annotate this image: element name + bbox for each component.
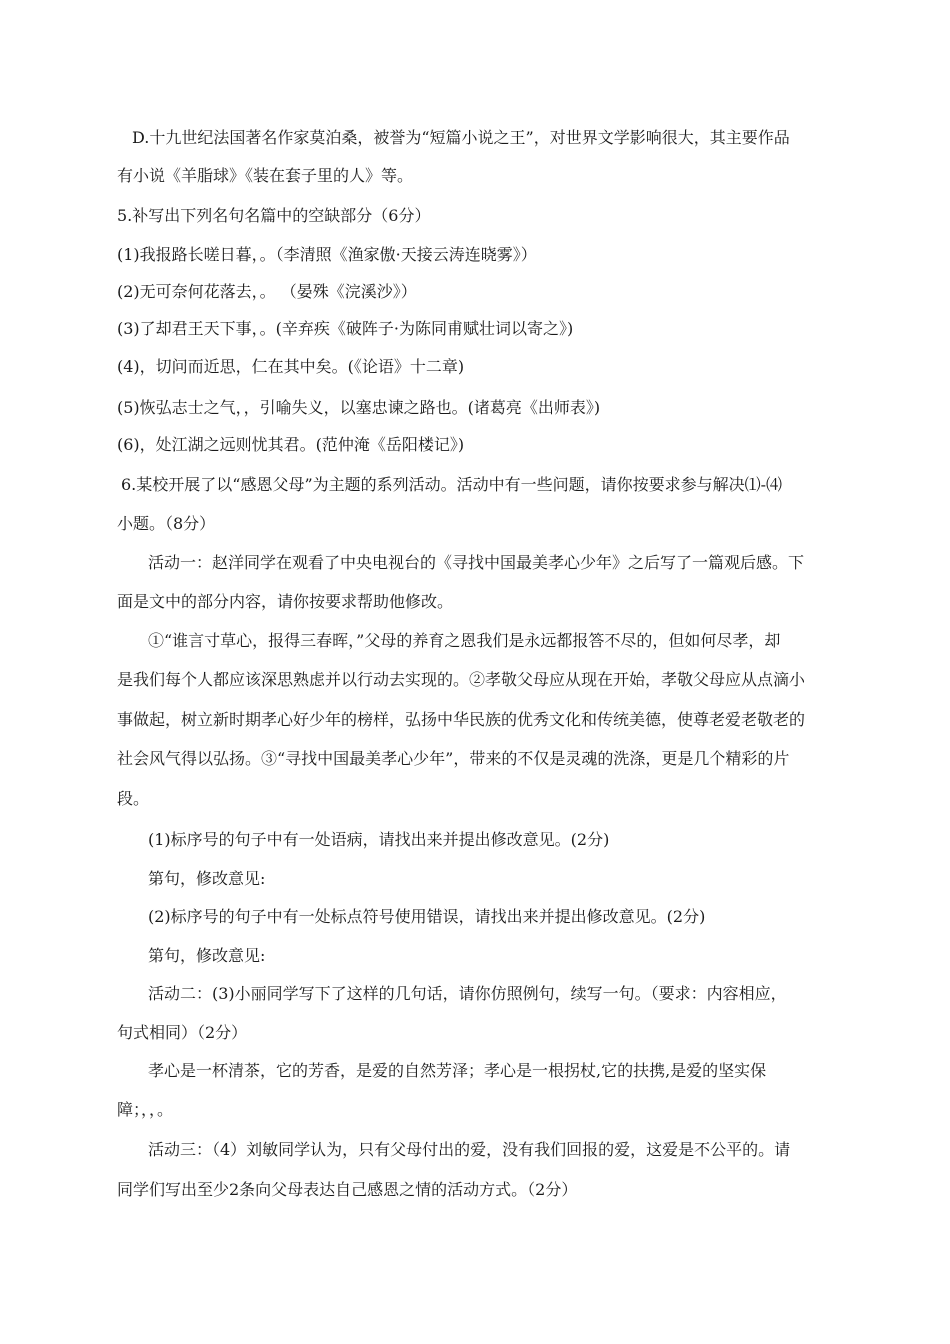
subquestion-1-answer-line: 第句，修改意见:: [148, 869, 266, 888]
example-line1: 孝心是一杯清茶，它的芳香，是爱的自然芳泽；孝心是一根拐杖,它的扶携,是爱的坚实保: [148, 1061, 767, 1080]
passage-line4: 社会风气得以弘扬。③“寻找中国最美孝心少年”，带来的不仅是灵魂的洗涤，更是几个精彩的片: [117, 749, 790, 768]
q5-item-2: (2)无可奈何花落去，。 （晏殊《浣溪沙》）: [117, 282, 417, 301]
q5-item-1: (1)我报路长嗟日暮，。（李清照《渔家傲·天接云涛连晓雾》）: [117, 245, 537, 264]
q6-title-line1: 6.某校开展了以“感恩父母”为主题的系列活动。活动中有一些问题，请你按要求参与解决⑴-⑷: [121, 475, 783, 494]
q5-item-6: (6)，处江湖之远则忧其君。(范仲淹《岳阳楼记》): [117, 435, 465, 454]
q4-option-d-line1: D.十九世纪法国著名作家莫泊桑，被誉为“短篇小说之王”，对世界文学影响很大，其主要作品: [132, 128, 790, 147]
subquestion-2: (2)标序号的句子中有一处标点符号使用错误，请找出来并提出修改意见。(2分): [148, 907, 706, 926]
activity3-line1: 活动三：（4）刘敏同学认为，只有父母付出的爱，没有我们回报的爱，这爱是不公平的。请: [148, 1140, 791, 1159]
q5-title: 5.补写出下列名句名篇中的空缺部分（6分）: [117, 206, 431, 225]
q5-item-4: (4)，切问而近思，仁在其中矣。(《论语》十二章): [117, 357, 465, 376]
q5-item-3: (3)了却君王天下事，。(辛弃疾《破阵子·为陈同甫赋壮词以寄之》): [117, 319, 574, 338]
subquestion-1: (1)标序号的句子中有一处语病，请找出来并提出修改意见。(2分): [148, 830, 610, 849]
subquestion-2-answer-line: 第句，修改意见:: [148, 946, 266, 965]
activity1-line1: 活动一：赵洋同学在观看了中央电视台的《寻找中国最美孝心少年》之后写了一篇观后感。下: [148, 553, 805, 572]
activity1-line2: 面是文中的部分内容，请你按要求帮助他修改。: [117, 592, 454, 611]
passage-line2: 是我们每个人都应该深思熟虑并以行动去实现的。②孝敬父母应从现在开始，孝敬父母应从点滴小: [117, 670, 806, 689]
passage-line5: 段。: [117, 789, 150, 808]
activity2-line1: 活动二：(3)小丽同学写下了这样的几句话，请你仿照例句，续写一句。（要求：内容相应，: [148, 984, 787, 1003]
activity3-line2: 同学们写出至少2条向父母表达自己感恩之情的活动方式。（2分）: [117, 1180, 578, 1199]
passage-line1: ①“谁言寸草心，报得三春晖，”父母的养育之恩我们是永远都报答不尽的，但如何尽孝，却: [148, 631, 781, 650]
activity2-line2: 句式相同）（2分）: [117, 1023, 248, 1042]
q4-option-d-line2: 有小说《羊脂球》《装在套子里的人》等。: [117, 166, 414, 185]
example-line2: 障；，，。: [117, 1100, 174, 1119]
passage-line3: 事做起，树立新时期孝心好少年的榜样，弘扬中华民族的优秀文化和传统美德，使尊老爱老敬老的: [117, 710, 806, 729]
q6-title-line2: 小题。（8分）: [117, 514, 216, 533]
q5-item-5: (5)恢弘志士之气，，引喻失义，以塞忠谏之路也。(诸葛亮《出师表》): [117, 398, 601, 417]
